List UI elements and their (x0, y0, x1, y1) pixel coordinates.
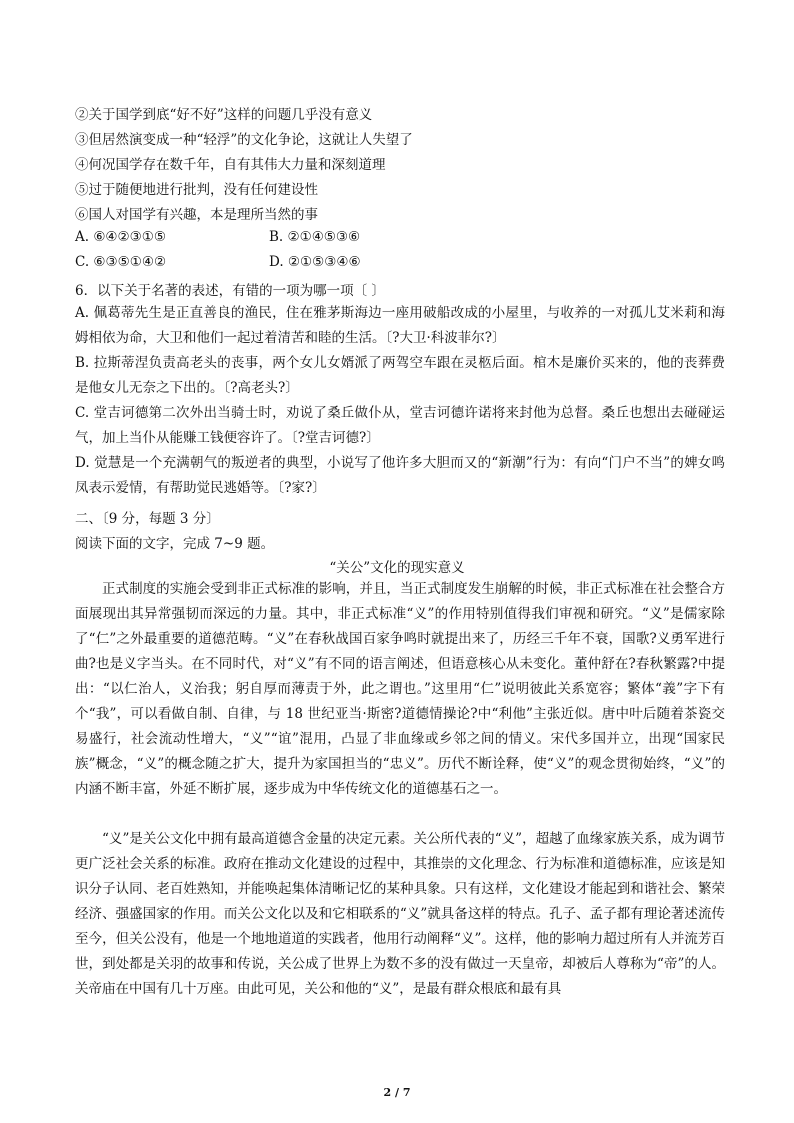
item-2: ②关于国学到底“好不好”这样的问题几乎没有意义 (75, 107, 373, 123)
q6-option-c: C. 堂吉诃德第二次外出当骑士时，劝说了桑丘做仆从，堂吉诃德许诺将来封他为总督。桑丘也想出去碰碰运气，加上当仆从能赚工钱便容许了。〔?堂吉诃德?〕 (75, 405, 725, 446)
item-3: ③但居然演变成一种“轻浮”的文化争论，这就让人失望了 (75, 132, 413, 148)
q5-option-c: C. ⑥③⑤①④② (75, 254, 167, 270)
item-4: ④何况国学存在数千年，自有其伟大力量和深刻道理 (75, 157, 386, 173)
q6-option-a: A. 佩葛蒂先生是正直善良的渔民，住在雅茅斯海边一座用破船改成的小屋里，与收养的一对孤儿艾米莉和海姆相依为命，大卫和他们一起过着清苦和睦的生活。〔?大卫·科波菲尔?〕 (75, 305, 725, 346)
q5-option-b: B. ②①④⑤③⑥ (269, 229, 361, 245)
article-paragraph-2: “义”是关公文化中拥有最高道德含金量的决定元素。关公所代表的“义”，超越了血缘家族关系，成为调节更广泛社会关系的标准。政府在推动文化建设的过程中，其推崇的文化理念、行为标准和道德标准，应该是知识分子认同、老百姓熟知，并能唤起集体清晰记忆的某种具象。只有这样，文化建设才能起到和谐社会、繁荣经济、强盛国家的作用。而关公文化以及和它相联系的“义”就具备这样的特点。孔子、孟子都有理论著述流传至今，但关公没有，他是一个地地道道的实践者，他用行动阐释“义”。这样，他的影响力超过所有人并流芳百世，到处都是关羽的故事和传说，关公成了世界上为数不多的没有做过一天皇帝，却被后人尊称为“帝”的人。关帝庙在中国有几十万座。由此可见，关公和他的“义”，是最有群众根底和最有具 (75, 831, 725, 997)
page-number: 2 / 7 (383, 1086, 411, 1099)
q5-option-d: D. ②①⑤③④⑥ (269, 254, 361, 270)
article-title: “关公”文化的现实意义 (329, 560, 465, 576)
article-paragraph-1: 正式制度的实施会受到非正式标准的影响，并且，当正式制度发生崩解的时候，非正式标准在社会整合方面展现出其异常强韧而深远的力量。其中，非正式标准“义”的作用特别值得我们审视和研究。“义”是儒家除了“仁”之外最重要的道德范畴。“义”在春秋战国百家争鸣时就提出来了，历经三千年不衰，国歌?义勇军进行曲?也是义字当头。在不同时代，对“义”有不同的语言阐述，但语意核心从未变化。董仲舒在?春秋繁露?中提出：“以仁治人，义治我；躬自厚而薄责于外，此之谓也。”这里用“仁”说明彼此关系宽容；繁体“義”字下有个“我”，可以看做自制、自律，与 18 世纪亚当·斯密?道德情操论?中“利他”主张近似。唐中叶后随着茶瓷交易盛行，社会流动性增大，“义”“谊”混用，凸显了非血缘或乡邻之间的情义。宋代多国并立，出现“国家民族”概念，“义”的概念随之扩大，提升为家国担当的“忠义”。历代不断诠释，使“义”的观念贯彻始终，“义”的内涵不断丰富，外延不断扩展，逐步成为中华传统文化的道德基石之一。 (75, 581, 725, 797)
item-5: ⑤过于随便地进行批判，没有任何建设性 (75, 182, 318, 198)
item-6: ⑥国人对国学有兴趣，本是理所当然的事 (75, 207, 318, 223)
q6-option-d: D. 觉慧是一个充满朝气的叛逆者的典型，小说写了他许多大胆而又的“新潮”行为：有向“门户不当”的婢女鸣凤表示爱情，有帮助觉民逃婚等。〔?家?〕 (75, 455, 725, 496)
q6-stem: 6．以下关于名著的表述，有错的一项为哪一项〔 〕 (75, 283, 385, 299)
q6-option-b: B. 拉斯蒂涅负责高老头的丧事，两个女儿女婿派了两驾空车跟在灵柩后面。棺木是廉价买来的，他的丧葬费是他女儿无奈之下出的。〔?高老头?〕 (75, 355, 725, 396)
section-instruction: 阅读下面的文字，完成 7~9 题。 (75, 536, 275, 552)
q5-option-a: A. ⑥④②③①⑤ (75, 229, 166, 245)
section-heading: 二、〔9 分，每题 3 分〕 (75, 511, 220, 527)
